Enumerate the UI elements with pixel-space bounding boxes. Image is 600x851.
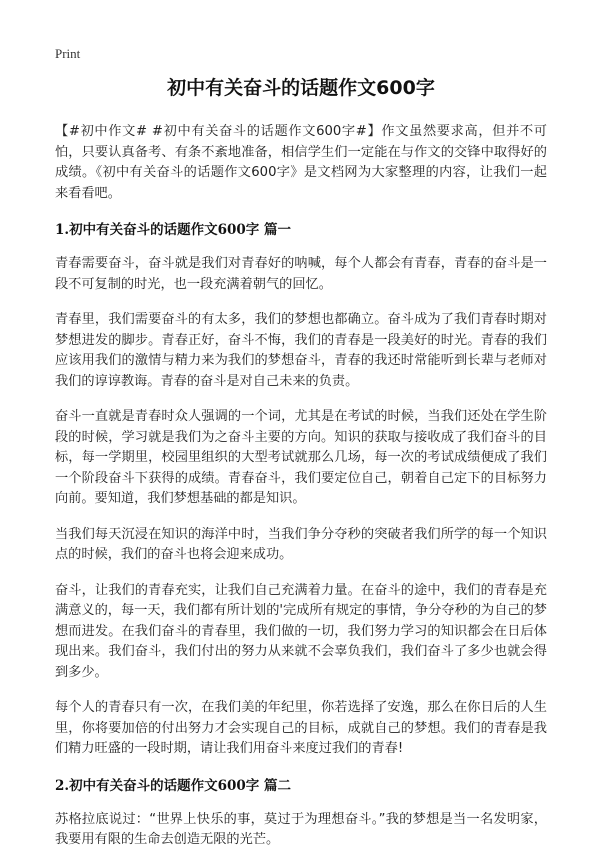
document-title: 初中有关奋斗的话题作文600字 [167,77,435,99]
intro-paragraph: 【#初中作文# #初中有关奋斗的话题作文600字#】作文虽然要求高，但并不可怕，只要认真备考、有条不紊地准备，相信学生们一定能在与作文的交锋中取得好的成绩。《初中有关奋斗的话题作文600字》是文档网为大家整理的内容，让我们一起来看看吧。 [55,124,547,201]
print-label: Print [55,46,81,61]
body-paragraph: 青春需要奋斗，奋斗就是我们对青春好的呐喊，每个人都会有青春，青春的奋斗是一段不可复制的时光，也一段充满着朝气的回忆。 [55,256,547,292]
body-paragraph: 奋斗，让我们的青春充实，让我们自己充满着力量。在奋斗的途中，我们的青春是充满意义的，每一天，我们都有所计划的'完成所有规定的事情，争分夺秒的为自己的梦想而进发。在我们奋斗的青春里，我们做的一切，我们努力学习的知识都会在日后体现出来。我们奋斗，我们付出的努力从来就不会辜负我们，我们奋斗了多少也就会得到多少。 [55,582,547,680]
section-heading: 2.初中有关奋斗的话题作文600字 篇二 [55,777,291,794]
body-paragraph: 每个人的青春只有一次，在我们美的年纪里，你若选择了安逸，那么在你日后的人生里，你将要加倍的付出努力才会实现自己的目标，成就自己的梦想。我们的青春是我们精力旺盛的一段时期，请让我们用奋斗来度过我们的青春! [55,700,547,756]
body-paragraph: 青春里，我们需要奋斗的有太多，我们的梦想也都确立。奋斗成为了我们青春时期对梦想进发的脚步。青春正好，奋斗不悔，我们的青春是一段美好的时光。青春的我们应该用我们的激情与精力来为我们的梦想奋斗，青春的我还时常能听到长辈与老师对我们的谆谆教诲。青春的奋斗是对自己未来的负责。 [55,312,547,389]
body-paragraph: 当我们每天沉浸在知识的海洋中时，当我们争分夺秒的突破者我们所学的每一个知识点的时候，我们的奋斗也将会迎来成功。 [55,526,547,562]
section-2 [55,776,547,851]
body-paragraph: 苏格拉底说过：“世界上快乐的事，莫过于为理想奋斗。”我的梦想是当一名发明家，我要用有限的生命去创造无限的光芒。 [55,811,547,847]
section-heading: 1.初中有关奋斗的话题作文600字 篇一 [55,222,291,238]
section-1 [55,220,547,760]
body-paragraph: 奋斗一直就是青春时众人强调的一个词，尤其是在考试的时候，当我们还处在学生阶段的时候，学习就是我们为之奋斗主要的方向。知识的获取与接收成了我们奋斗的目标，每一学期里，校园里组织的大型考试就那么几场，每一次的考试成绩便成了我们一个阶段奋斗下获得的成绩。青春奋斗，我们要定位自己，朝着自己定下的目标努力向前。要知道，我们梦想基础的都是知识。 [55,409,547,506]
